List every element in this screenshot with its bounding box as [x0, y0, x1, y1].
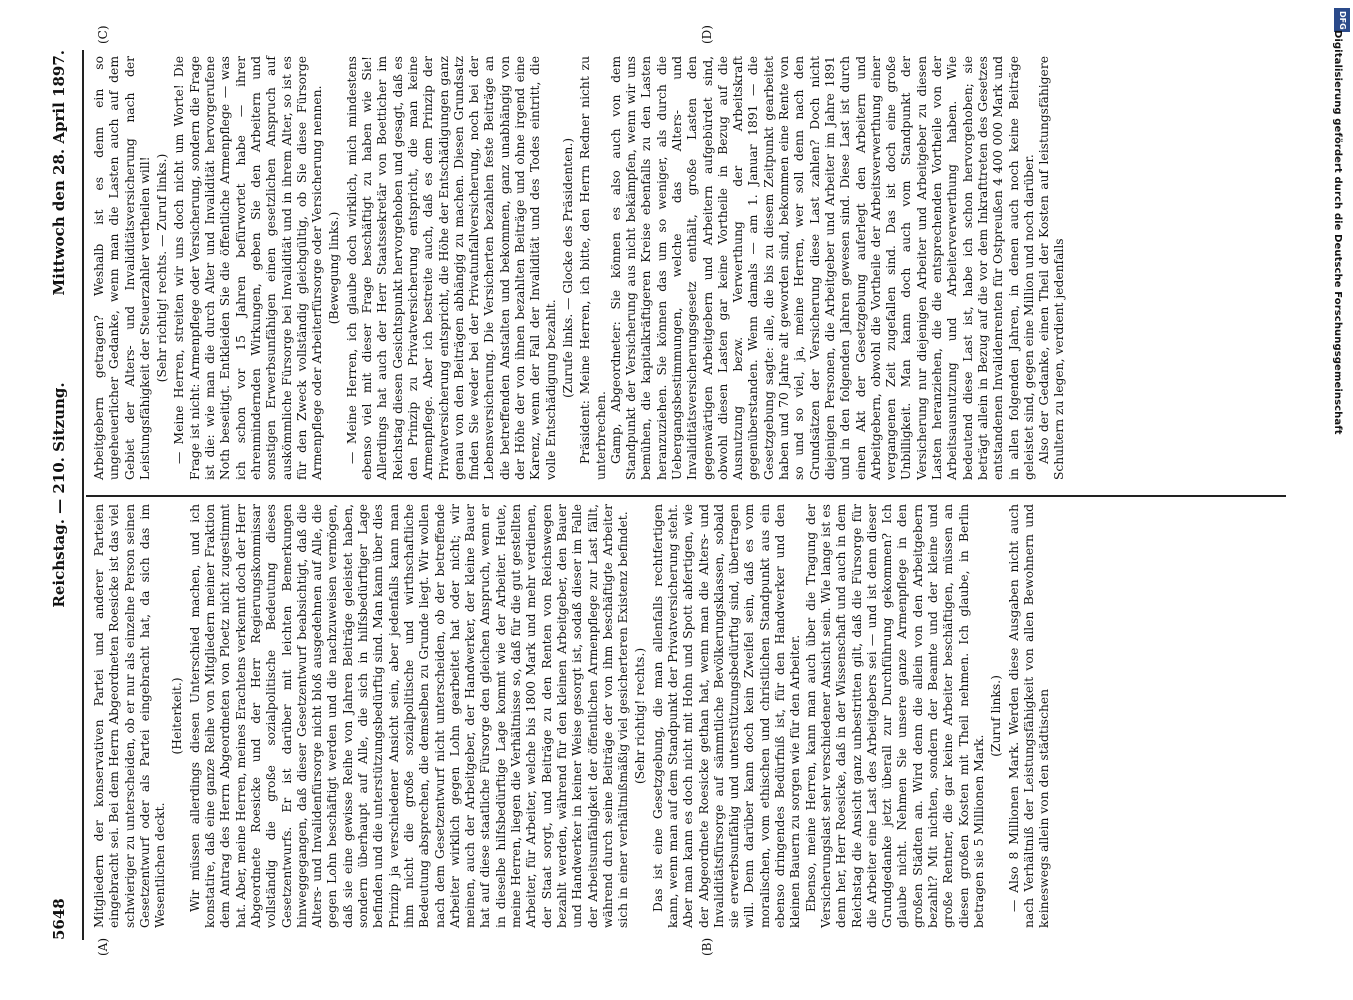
margin-marker-c: (C) — [96, 25, 110, 44]
interjection: (Heiterkeit.) — [170, 677, 185, 755]
margin-marker-a: (A) — [96, 937, 110, 956]
paragraph: Gamp, Abgeordneter: Sie können es also auch von dem Standpunkt der Versicherung aus nicht bekämpfen, wenn wir uns bemühen, die kapitalkräftigeren Kreise ebenfalls zu den Lasten heranzuziehen. Sie können das um so weniger, als durch die Uebergangsbestimmungen, welche das Alters- und Invaliditätsversicherungsgesetz enthält, große Lasten den gegenwärtigen Arbeitgebern und Arbeitern aufgebürdet sind, obwohl diesen Lasten gar keine Vortheile in Bezug auf die Ausnutzung bezw. Verwerthung der Arbeitskraft gegenüberstanden. Wenn damals — am 1. Januar 1891 — die Gesetzgebung sagte: alle, die bis zu diesem Zeitpunkt gearbeitet haben und 70 Jahre alt geworden sind, bekommen eine Rente von so und so viel, ja, meine Herren, wer soll denn nach den Grundsätzen der Versicherung diese Last zahlen? Doch nicht diejenigen Personen, die Arbeitgeber und Arbeiter im Jahre 1891 und in den folgenden Jahren gewesen sind. Diese Last ist durch einen Akt der Gesetzgebung auferlegt den Arbeitern und Arbeitgebern, obwohl die Vortheile der Arbeitsverwerthung einer vergangenen Zeit zugefallen sind. Das ist doch eine große Unbilligkeit. Man kann doch auch vom Standpunkt der Versicherung nur diejenigen Arbeiter und Arbeitgeber zu diesen Lasten heranziehen, die die entsprechenden Vortheile von der Arbeitsausnutzung und Arbeiterverwerthung haben. Wie bedeutend diese Last ist, habe ich schon hervorgehoben; sie beträgt allein in Bezug auf die vor dem Inkrafttreten des Gesetzes entstandenen Invalidenrenten für Ostpreußen 4 400 000 Mark und in allen folgenden Jahren, in denen auch noch keine Beiträge geleistet sind, gegen eine Million und noch darüber. — [608, 56, 1036, 480]
paragraph: Ebenso, meine Herren, kann man auch über die Tragung der Versicherungslast sehr verschiedener Ansicht sein. Wie lange ist es denn her, Herr Roesicke, daß in der Wissenschaft und auch in dem Reichstag die Ansicht ganz unbestritten gilt, daß die Fürsorge für die Arbeiter eine Last des Arbeitgebers sei — und ist denn dieser Grundgedanke jetzt überall zur Durchführung gekommen? Ich glaube nicht. Nehmen Sie unsere ganze Armenpflege in den großen Städten an. Wird denn die allein von den Arbeitgebern bezahlt? Mit nichten, sondern der Beamte und der kleine und große Rentner, die gar keine Arbeiter beschäftigen, müssen an diesen großen Kosten mit Theil nehmen. Ich glaube, in Berlin betragen sie 5 Millionen Mark. — [803, 504, 986, 928]
president-remark: Präsident: Meine Herren, ich bitte, den Herrn Redner nicht zu unterbrechen. — [578, 56, 608, 480]
digitization-credit: Digitalisierung gefördert durch die Deutsche Forschungsgemeinschaft — [1332, 30, 1343, 435]
dfg-logo-icon: DFG — [1334, 8, 1350, 32]
margin-marker-b: (B) — [700, 937, 714, 956]
paragraph: Arbeitgebern getragen? Weshalb ist es denn ein so ungeheuerlicher Gedanke, wenn man die Lasten auch auf dem Gebiet der Alters- und Invaliditätsversicherung nach der Leistungsfähigkeit der Steuerzahler vertheilen will! — [92, 56, 152, 480]
interjection: (Zuruf links.) — [989, 675, 1004, 757]
header-rule — [82, 50, 84, 940]
paragraph: — Meine Herren, streiten wir uns doch nicht um Worte! Die Frage ist nicht: Armenpflege oder Versicherung, sondern die Frage ist die: wie man die durch Alter und Invalidität hervorgerufene Noth beseitigt. Entkleiden Sie die öffentliche Armenpflege — was ich schon vor 15 Jahren befürwortet habe — ihrer ehrenmindernden Wirkungen, geben Sie den Arbeitern und sonstigen Erwerbsunfähigen einen gesetzlichen Anspruch auf auskömmliche Fürsorge bei Invalidität und in ihrem Alter, so ist es für den Zweck vollständig gleichgültig, ob Sie diese Fürsorge Armenpflege oder Arbeiterfürsorge oder Versicherung nennen. — [172, 56, 325, 480]
paragraph: — Also 8 Millionen Mark. Werden diese Ausgaben nicht auch nach Verhältniß der Leistungsfähigkeit von allen Bewohnern und keineswegs allein von den städtischen — [1006, 504, 1052, 928]
paragraph: Mitgliedern der konservativen Partei und anderer Parteien eingebracht sei. Bei dem Herrn Abgeordneten Roesicke ist das viel schwieriger zu unterscheiden, ob er nur als einzelne Person seinen Gesetzentwurf oder als Partei eingebracht hat, da sich das im Wesentlichen deckt. — [92, 504, 168, 928]
column-divider — [86, 495, 1286, 497]
paragraph: Das ist eine Gesetzgebung, die man allenfalls rechtfertigen kann, wenn man auf dem Standpunkt der Privatversicherung steht. Aber man kann es doch nicht mit Hohn und Spott abfertigen, wie der Abgeordnete Roesicke gethan hat, wenn man die Alters- und Invaliditätsfürsorge auf sämmtliche Bevölkerungsklassen, sobald sie erwerbsunfähig und unterstützungsbedürftig sind, übertragen will. Denn darüber kann doch kein Zweifel sein, daß es vom moralischen, vom ethischen und christlichen Standpunkt aus ein ebenso dringendes Bedürfniß ist, für den Handwerker und den kleinen Bauern zu sorgen wie für den Arbeiter. — [650, 504, 803, 928]
paragraph: Wir müssen allerdings diesen Unterschied machen, und ich konstatire, daß eine ganze Reihe von Mitgliedern meiner Fraktion dem Antrag des Herrn Abgeordneten von Ploetz nicht zugestimmt hat. Aber, meine Herren, meines Erachtens verkennt doch der Herr Abgeordnete Roesicke und der Herr Regierungskommissar vollständig die große sozialpolitische Bedeutung dieses Gesetzentwurfs. Er ist darüber mit leichten Bemerkungen hinweggegangen, daß dieser Gesetzentwurf beabsichtigt, daß die Alters- und Invalidenfürsorge nicht bloß ausgedehnen auf Alle, die gegen Lohn beschäftigt werden und die nachzuweisen vermögen, daß sie eine gewisse Reihe von Jahren Beiträge geleistet haben, sondern überhaupt auf Alle, die sich in hilfsbedürftiger Lage befinden und die unterstützungsbedürftig sind. Man kann über dies Prinzip ja verschiedener Ansicht sein, aber jedenfalls kann man ihm nicht die große sozialpolitische und wirthschaftliche Bedeutung absprechen, die demselben zu Grunde liegt. Wir wollen nach dem Gesetzentwurf nicht unterscheiden, ob der betreffende Arbeiter wirklich gegen Lohn gearbeitet hat oder nicht; wir meinen, auch der Arbeitgeber, der Handwerker, der kleine Bauer hat auf diese staatliche Fürsorge den gleichen Anspruch, wenn er in dieselbe hilfsbedürftige Lage kommt wie der Arbeiter. Heute, meine Herren, liegen die Verhältnisse so, daß für die gut gestellten Arbeiter, für Arbeiter, welche bis 1800 Mark und mehr verdienen, der Staat sorgt, und Beiträge zu den Renten von Reichswegen bezahlt werden, während für den kleinen Arbeitgeber, den Bauer und Handwerker in keiner Weise gesorgt ist, sodaß dieser im Falle der Arbeitsunfähigkeit der öffentlichen Armenpflege zur Last fällt, während durch seine Beiträge der von ihm beschäftigte Arbeiter sich in einer verhältnißmäßig viel gesicherteren Existenz befindet. — [187, 504, 631, 928]
session-date: Mittwoch den 28. April 1897. — [50, 50, 68, 296]
interjection: (Bewegung links.) — [327, 211, 342, 325]
page-header — [50, 50, 76, 940]
right-column — [92, 56, 1068, 480]
paragraph: Also der Gedanke, einen Theil der Kosten auf leistungsfähigere Schultern zu legen, verdient jedenfalls — [1037, 56, 1067, 480]
paragraph: — Meine Herren, ich glaube doch wirklich, mich mindestens ebenso viel mit dieser Frage beschäftigt zu haben wie Sie! Allerdings hat auch der Herr Staatssekretär von Boetticher im Reichstag diesen Gesichtspunkt hervorgehoben und gesagt, daß es den Prinzip zu Privatversicherung entspricht, die man keine Armenpflege. Aber ich bestreite auch, daß es dem Prinzip der Privatversicherung entspricht, die Höhe der Entschädigungen ganz genau von den Beiträgen abhängig zu machen. Diesen Grundsatz finden Sie weder bei der Privatunfallversicherung, noch bei der Lebensversicherung. Die Versicherten bezahlen feste Beiträge an die betreffenden Anstalten und bekommen, ganz unabhängig von der Höhe der von ihnen bezahlten Beiträge und ohne irgend eine Karenz, wenn der Fall der Invalidität und des Todes eintritt, die volle Entschädigung bezahlt. — [344, 56, 558, 480]
interjection: (Sehr richtig! rechts. — Zuruf links.) — [155, 153, 170, 383]
page-number: 5648 — [50, 898, 68, 940]
interjection: (Sehr richtig! rechts.) — [633, 647, 648, 785]
left-column — [92, 504, 1052, 928]
margin-marker-d: (D) — [700, 25, 714, 44]
interjection: (Zurufe links. — Glocke des Präsidenten.) — [560, 137, 575, 399]
session-title: Reichstag. — 210. Sitzung. — [50, 382, 68, 608]
